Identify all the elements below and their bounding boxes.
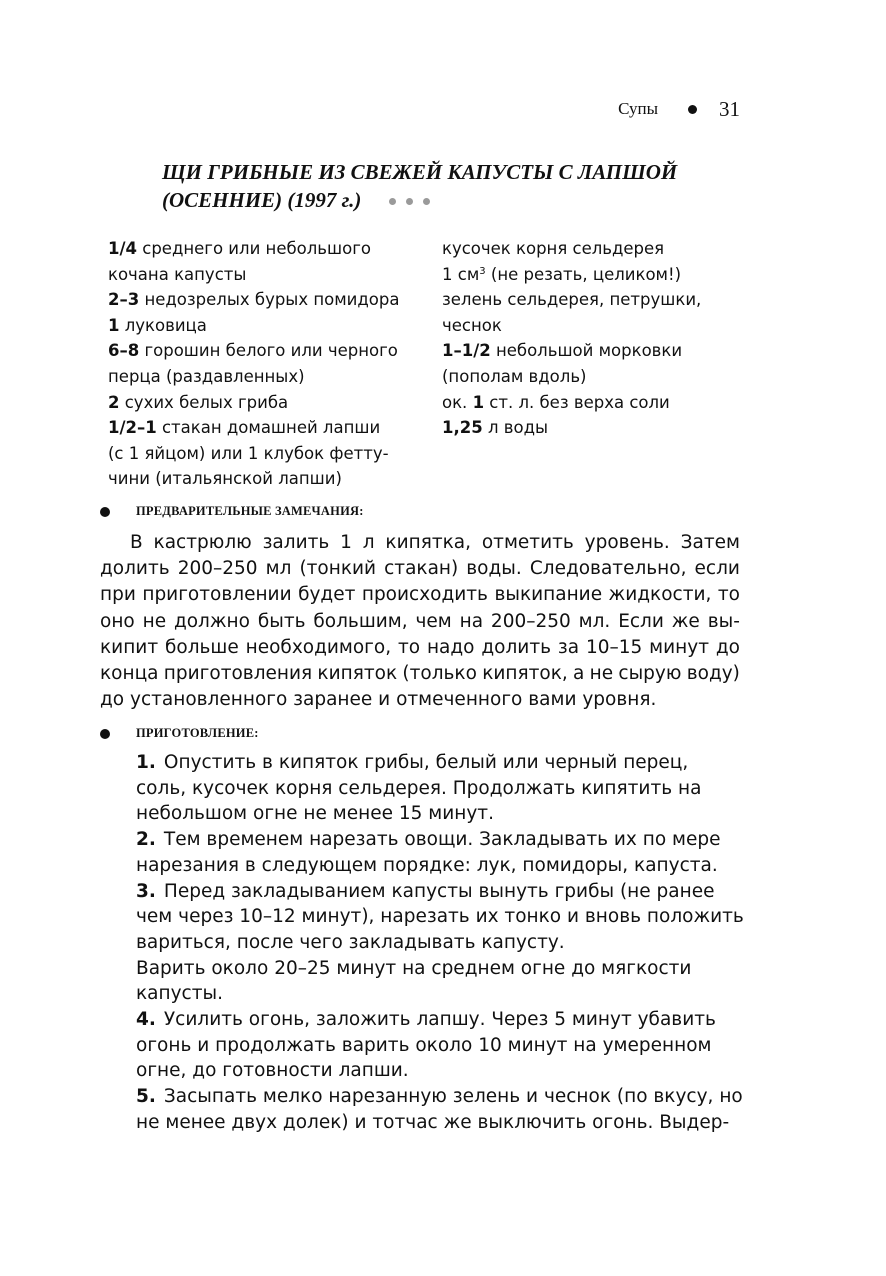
step-line: вариться, после чего закладывать капусту. <box>136 931 565 953</box>
ingredient-line: (с 1 яйцом) или 1 клубок фетту- <box>108 443 389 463</box>
step-line: огне, до готовности лапши. <box>136 1060 409 1082</box>
notes-line: В кастрюлю залить 1 л кипятка, отметить уровень. Затем <box>130 532 740 553</box>
step-number: 1. <box>136 752 156 773</box>
step-number: 2. <box>136 829 156 851</box>
recipe-title-line-1: ЩИ ГРИБНЫЕ ИЗ СВЕЖЕЙ КАПУСТЫ С ЛАПШОЙ <box>162 160 678 184</box>
step-line: 2. Тем временем нарезать овощи. Закладывать их по мере <box>136 829 721 851</box>
step-number: 3. <box>136 880 156 902</box>
step-line: 1. Опустить в кипяток грибы, белый или черный перец, <box>136 752 689 773</box>
running-head <box>560 96 740 122</box>
ornament-dots-icon <box>389 198 430 205</box>
step-line: 3. Перед закладыванием капусты вынуть грибы (не ранее <box>136 880 715 902</box>
notes-heading <box>100 504 364 519</box>
bullet-dot-icon <box>100 507 110 517</box>
preparation-heading-text: ПРИГОТОВЛЕНИЕ: <box>136 726 259 740</box>
notes-line: долить 200–250 мл (тонкий стакан) воды. Следовательно, если <box>100 558 740 580</box>
step-line: капусты. <box>136 983 223 1005</box>
ingredient-line: 1 $см^3$ (не резать, целиком!) <box>442 264 682 284</box>
notes-paragraph <box>100 530 740 713</box>
notes-line: кипит больше необходимого, то надо долить за 10–15 минут до <box>100 636 740 658</box>
ingredient-line: чини (итальянской лапши) <box>108 469 342 489</box>
step-number: 5. <box>136 1086 156 1108</box>
ingredient-line: 1 луковица <box>108 315 207 335</box>
ingredient-line: кусочек корня сельдерея <box>442 239 665 258</box>
ingredient-line: 1,25 л воды <box>442 418 549 438</box>
ingredient-line: 1/2–1 стакан домашней лапши <box>108 418 381 438</box>
ingredient-line: перца (раздавленных) <box>108 366 305 386</box>
ingredients-list <box>108 236 788 492</box>
ingredient-line: 2–3 недозрелых бурых помидора <box>108 290 400 310</box>
notes-line: оно не должно быть большим, чем на 200–250 мл. Если же вы- <box>100 610 740 632</box>
ingredient-line: 6–8 горошин белого или черного <box>108 341 398 361</box>
ingredient-line: кочана капусты <box>108 264 247 284</box>
ingredient-line: 1/4 среднего или небольшого <box>108 239 371 258</box>
notes-line: при приготовлении будет происходить выкипание жидкости, то <box>100 584 740 606</box>
recipe-title <box>162 158 762 214</box>
page-number: 31 <box>719 96 740 121</box>
preparation-steps <box>136 750 744 1136</box>
notes-heading-text: ПРЕДВАРИТЕЛЬНЫЕ ЗАМЕЧАНИЯ: <box>136 504 364 518</box>
bullet-dot-icon <box>100 729 110 739</box>
recipe-title-line-2 <box>162 186 762 214</box>
ingredients-column-1 <box>108 236 442 492</box>
ingredient-line: 2 сухих белых гриба <box>108 392 289 412</box>
step-line: 4. Усилить огонь, заложить лапшу. Через 5 минут убавить <box>136 1009 716 1031</box>
ingredient-line: ок. 1 ст. л. без верха соли <box>442 392 670 412</box>
ingredients-column-2 <box>442 236 782 492</box>
step-line: нарезания в следующем порядке: лук, помидоры, капуста. <box>136 854 718 876</box>
section-title: Супы <box>618 99 658 118</box>
ingredient-line: чеснок <box>442 315 502 335</box>
ingredient-line: (пополам вдоль) <box>442 366 587 386</box>
step-line: огонь и продолжать варить около 10 минут на умеренном <box>136 1034 712 1056</box>
step-line: чем через 10–12 минут), нарезать их тонко и вновь положить <box>136 906 744 928</box>
step-line: соль, кусочек корня сельдерея. Продолжать кипятить на <box>136 777 702 799</box>
notes-line: конца приготовления кипяток (только кипяток, а не сырую воду) <box>100 663 740 685</box>
step-line: 5. Засыпать мелко нарезанную зелень и чеснок (по вкусу, но <box>136 1086 743 1108</box>
preparation-heading <box>100 726 259 741</box>
notes-line: до установленного заранее и отмеченного вами уровня. <box>100 689 657 711</box>
ingredient-line: 1–1/2 небольшой морковки <box>442 341 683 361</box>
recipe-title-line-2-text: (ОСЕННИЕ) (1997 г.) <box>162 188 362 212</box>
step-number: 4. <box>136 1009 156 1031</box>
step-line: Варить около 20–25 минут на среднем огне до мягкости <box>136 957 692 979</box>
step-line: не менее двух долек) и тотчас же выключить огонь. Выдер- <box>136 1111 730 1133</box>
ingredient-line: зелень сельдерея, петрушки, <box>442 290 702 310</box>
bullet-dot-icon <box>688 105 697 114</box>
step-line: небольшом огне не менее 15 минут. <box>136 803 494 825</box>
